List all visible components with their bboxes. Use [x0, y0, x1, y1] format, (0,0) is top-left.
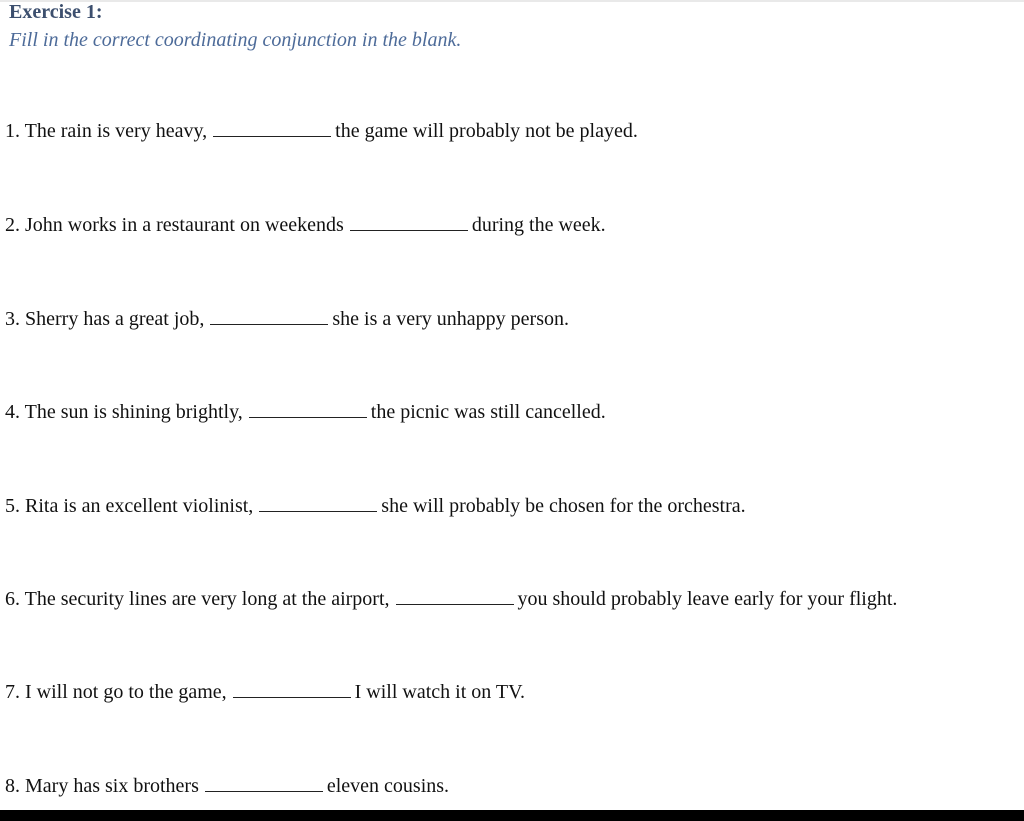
- sentence-after-blank: the picnic was still cancelled.: [370, 401, 606, 423]
- answer-blank-8[interactable]: [205, 775, 323, 792]
- sentence-3: [5, 307, 569, 331]
- answer-blank-4[interactable]: [249, 401, 367, 418]
- sentence-2: [5, 213, 606, 237]
- sentence-number: 7.: [5, 681, 20, 703]
- sentence-number: 4.: [5, 401, 20, 423]
- sentence-before-blank: Rita is an excellent violinist,: [25, 495, 254, 517]
- answer-blank-7[interactable]: [233, 681, 351, 698]
- sentence-before-blank: The security lines are very long at the airport,: [24, 588, 390, 610]
- sentence-before-blank: John works in a restaurant on weekends: [25, 214, 344, 236]
- answer-blank-5[interactable]: [259, 495, 377, 512]
- sentence-after-blank: during the week.: [471, 214, 606, 236]
- sentence-after-blank: she will probably be chosen for the orchestra.: [381, 495, 746, 517]
- top-divider: [0, 0, 1024, 2]
- sentence-after-blank: she is a very unhappy person.: [332, 308, 570, 330]
- sentence-number: 5.: [5, 495, 20, 517]
- sentence-number: 1.: [5, 120, 20, 142]
- bottom-edge-bar: [0, 810, 1024, 821]
- sentence-number: 8.: [5, 775, 20, 797]
- sentence-1: [5, 119, 638, 143]
- sentence-before-blank: Sherry has a great job,: [25, 308, 205, 330]
- exercise-title: Exercise 1:: [9, 1, 103, 23]
- sentence-after-blank: I will watch it on TV.: [354, 681, 526, 703]
- answer-blank-2[interactable]: [350, 214, 468, 231]
- sentence-4: [5, 400, 606, 424]
- sentence-5: [5, 494, 746, 518]
- sentence-number: 3.: [5, 308, 20, 330]
- sentence-before-blank: The sun is shining brightly,: [24, 401, 243, 423]
- sentence-after-blank: you should probably leave early for your flight.: [517, 588, 898, 610]
- answer-blank-6[interactable]: [396, 588, 514, 605]
- answer-blank-1[interactable]: [213, 120, 331, 137]
- sentence-number: 6.: [5, 588, 20, 610]
- sentence-6: [5, 587, 897, 611]
- sentence-before-blank: I will not go to the game,: [25, 681, 227, 703]
- sentence-before-blank: The rain is very heavy,: [24, 120, 208, 142]
- exercise-instruction: Fill in the correct coordinating conjunction in the blank.: [9, 29, 462, 51]
- sentence-7: [5, 680, 525, 704]
- sentence-number: 2.: [5, 214, 20, 236]
- sentence-8: [5, 774, 449, 798]
- answer-blank-3[interactable]: [210, 308, 328, 325]
- sentence-before-blank: Mary has six brothers: [25, 775, 199, 797]
- sentence-after-blank: the game will probably not be played.: [335, 120, 638, 142]
- sentence-after-blank: eleven cousins.: [326, 775, 450, 797]
